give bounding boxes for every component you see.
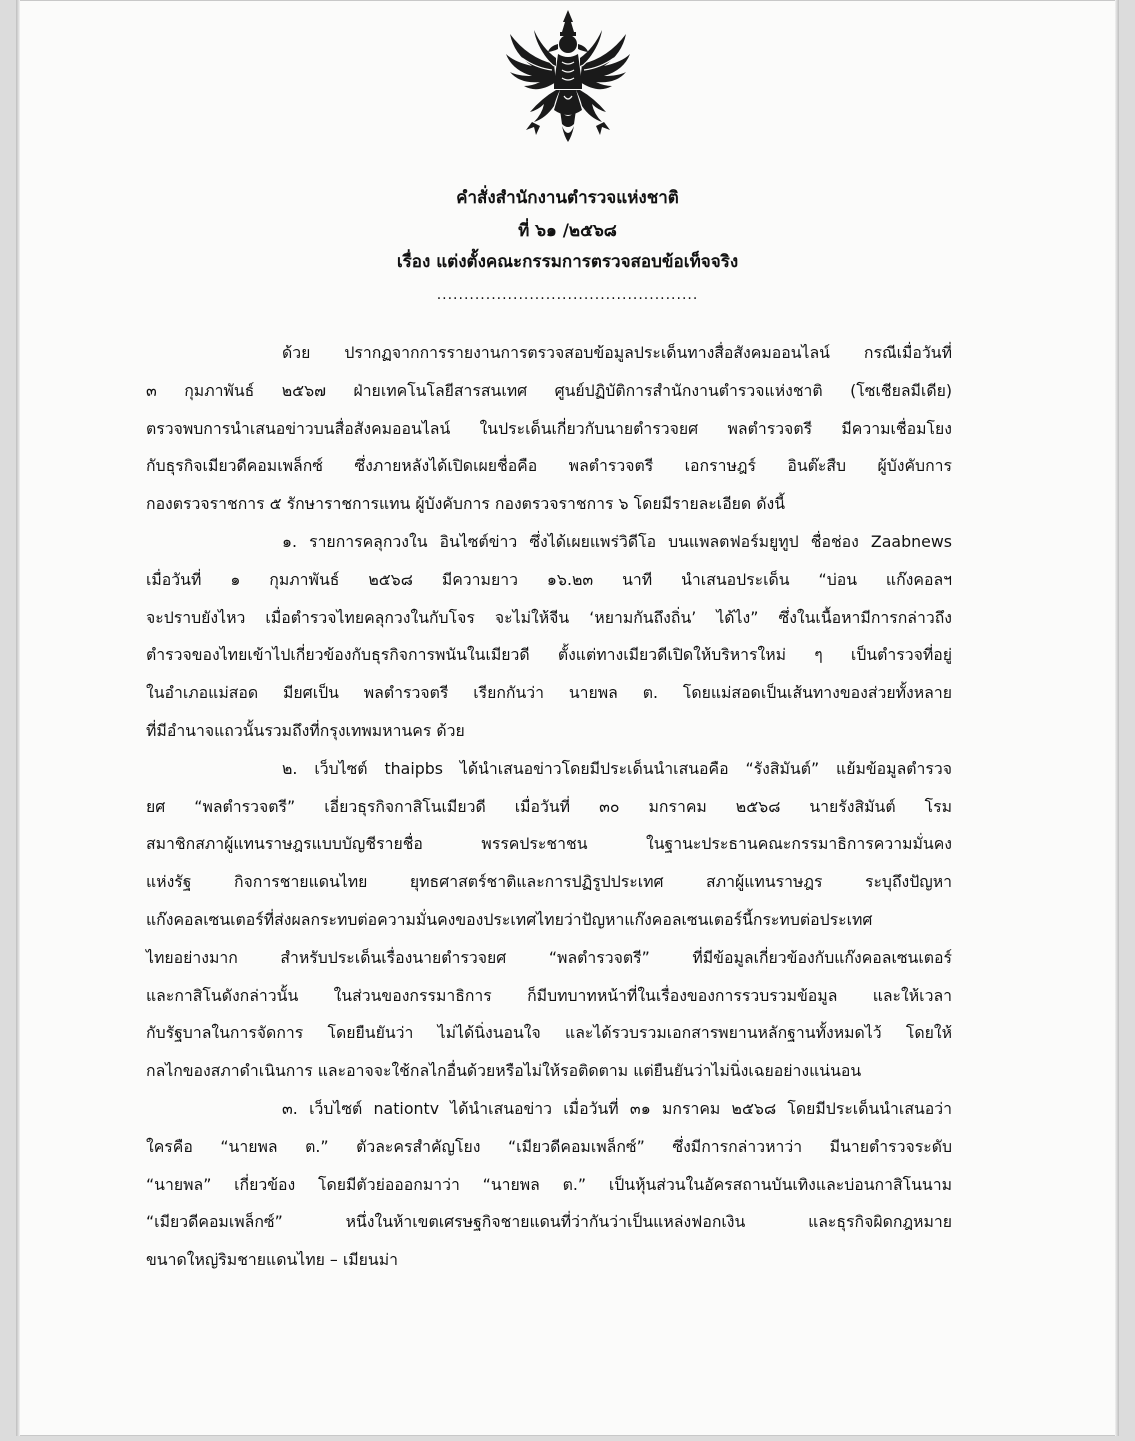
body-line: ในอำเภอแม่สอด มียศเป็น พลตำรวจตรี เรียกกันว่า นายพล ต. โดยแม่สอดเป็นเส้นทางของส่วยทั้งหลาย: [146, 683, 952, 703]
body-line: “นายพล” เกี่ยวข้อง โดยมีตัวย่อออกมาว่า “นายพล ต.” เป็นหุ้นส่วนในอัครสถานบันเทิงและบ่อนกาสิโนนาม: [146, 1174, 952, 1194]
body-line: กับธุรกิจเมียวดีคอมเพล็กซ์ ซึ่งภายหลังได้เปิดเผยชื่อคือ พลตำรวจตรี เอกราษฎร์ อินต๊ะสืบ ผู้บังคับการ: [146, 456, 952, 476]
page-edge-right: [1115, 0, 1119, 1436]
body-line: แก๊งคอลเซนเตอร์ที่ส่งผลกระทบต่อความมั่นคงของประเทศไทยว่าปัญหาแก๊งคอลเซนเตอร์นี้กระทบต่อประเทศ: [146, 909, 873, 929]
body-line: ตำรวจของไทยเข้าไปเกี่ยวข้องกับธุรกิจการพนันในเมียวดี ตั้งแต่ทางเมียวดีเปิดให้บริหารใหม่ ๆ เป็นตำรวจที่อยู่: [146, 645, 952, 665]
body-line: จะปราบยังไหว เมื่อตำรวจไทยคลุกวงในกับโจร จะไม่ให้จีน ‘หยามกันถึงถิ่น’ ได้ไง” ซึ่งในเนื้อหามีการกล่าวถึง: [146, 607, 952, 627]
body-line: ๓. เว็บไซต์ nationtv ได้นำเสนอข่าว เมื่อวันที่ ๓๑ มกราคม ๒๕๖๘ โดยมีประเด็นนำเสนอว่า: [282, 1098, 952, 1118]
body-line: ๓ กุมภาพันธ์ ๒๕๖๗ ฝ่ายเทคโนโลยีสารสนเทศ ศูนย์ปฏิบัติการสำนักงานตำรวจแห่งชาติ (โซเชียลมีเดีย): [146, 380, 952, 400]
order-subject: เรื่อง แต่งตั้งคณะกรรมการตรวจสอบข้อเท็จจริง: [396, 252, 739, 272]
body-line: ไทยอย่างมาก สำหรับประเด็นเรื่องนายตำรวจยศ “พลตำรวจตรี” ที่มีข้อมูลเกี่ยวข้องกับแก๊งคอลเซนเตอร์: [146, 947, 952, 967]
body-line: ด้วย ปรากฏจากการรายงานการตรวจสอบข้อมูลประเด็นทางสื่อสังคมออนไลน์ กรณีเมื่อวันที่: [282, 343, 952, 362]
header-separator: ................................................: [436, 287, 699, 303]
order-body: [146, 334, 952, 1279]
page-edge-left: [16, 0, 20, 1436]
body-line: แห่งรัฐ กิจการชายแดนไทย ยุทธศาสตร์ชาติและการปฏิรูปประเทศ สภาผู้แทนราษฎร ระบุถึงปัญหา: [146, 872, 952, 892]
order-title: คำสั่งสำนักงานตำรวจแห่งชาติ: [456, 188, 679, 208]
body-line: ยศ “พลตำรวจตรี” เอี่ยวธุรกิจกาสิโนเมียวดี เมื่อวันที่ ๓๐ มกราคม ๒๕๖๘ นายรังสิมันต์ โรม: [146, 796, 952, 816]
body-line: เมื่อวันที่ ๑ กุมภาพันธ์ ๒๕๖๘ มีความยาว ๑๖.๒๓ นาที นำเสนอประเด็น “บ่อน แก๊งคอลฯ: [146, 569, 952, 589]
body-line: กองตรวจราชการ ๕ รักษาราชการแทน ผู้บังคับการ กองตรวจราชการ ๖ โดยมีรายละเอียด ดังนี้: [146, 494, 785, 514]
garuda-emblem-icon: [502, 6, 634, 148]
order-number: ที่ ๖๑ /๒๕๖๘: [518, 221, 617, 241]
body-line: สมาชิกสภาผู้แทนราษฎรแบบบัญชีรายชื่อ พรรคประชาชน ในฐานะประธานคณะกรรมาธิการความมั่นคง: [146, 834, 952, 854]
body-line: ตรวจพบการนำเสนอข่าวบนสื่อสังคมออนไลน์ ในประเด็นเกี่ยวกับนายตำรวจยศ พลตำรวจตรี มีความเชื่อมโยง: [146, 418, 952, 438]
body-line: ๑. รายการคลุกวงใน อินไซต์ข่าว ซึ่งได้เผยแพร่วิดีโอ บนแพลตฟอร์มยูทูป ชื่อช่อง Zaabnews: [282, 531, 952, 551]
body-line: “เมียวดีคอมเพล็กซ์” หนึ่งในห้าเขตเศรษฐกิจชายแดนที่ว่ากันว่าเป็นแหล่งฟอกเงิน และธุรกิจผิดกฎหมาย: [146, 1212, 952, 1232]
body-line: กับรัฐบาลในการจัดการ โดยยืนยันว่า ไม่ได้นิ่งนอนใจ และได้รวบรวมเอกสารพยานหลักฐานทั้งหมดไว้ โดยให้: [146, 1023, 952, 1043]
body-line: กลไกของสภาดำเนินการ และอาจจะใช้กลไกอื่นด้วยหรือไม่ให้รอติดตาม แต่ยืนยันว่าไม่นิ่งเฉยอย่างแน่นอน: [146, 1061, 862, 1081]
body-line: และกาสิโนดังกล่าวนั้น ในส่วนของกรรมาธิการ ก็มีบทบาทหน้าที่ในเรื่องของการรวบรวมข้อมูล และให้เวลา: [146, 985, 952, 1005]
body-line: ใครคือ “นายพล ต.” ตัวละครสำคัญโยง “เมียวดีคอมเพล็กซ์” ซึ่งมีการกล่าวหาว่า มีนายตำรวจระดับ: [146, 1136, 952, 1156]
body-line: ขนาดใหญ่ริมชายแดนไทย – เมียนม่า: [146, 1250, 399, 1270]
body-line: ที่มีอำนาจแถวนั้นรวมถึงที่กรุงเทพมหานคร ด้วย: [146, 720, 465, 740]
body-line: ๒. เว็บไซต์ thaipbs ได้นำเสนอข่าวโดยมีประเด็นนำเสนอคือ “รังสิมันต์” แย้มข้อมูลตำรวจ: [282, 758, 952, 778]
